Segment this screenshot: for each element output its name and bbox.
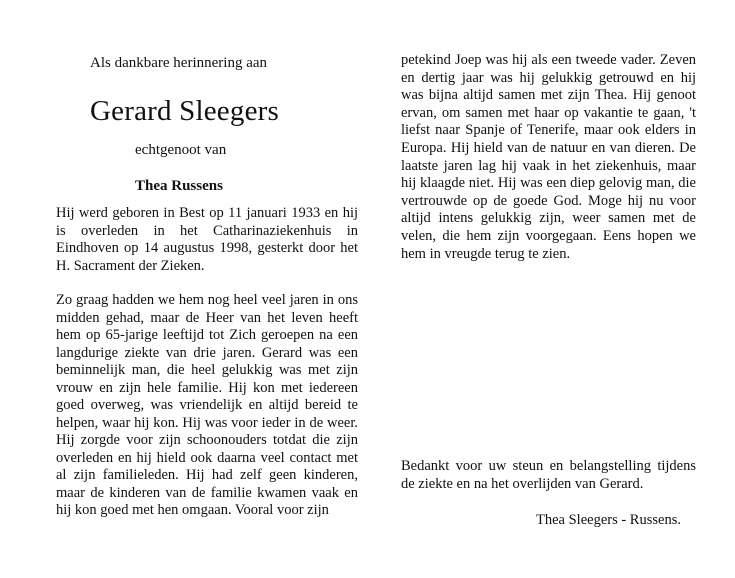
biography-paragraph: Zo graag hadden we hem nog heel veel jaren in ons midden gehad, maar de Heer van het leven heeft hem op 65-jarige leeftijd tot Zich geroepen na een langdurige ziekte van drie jaren. Gerard was een beminnelijk man, die heel gelukkig was met zijn vrouw en zijn hele familie. Hij kon met iedereen goed overweg, was vriendelijk en altijd bereid te helpen, waar hij kon. Hij was voor ieder in de weer. Hij zorgde voor zijn schoonouders totdat die zijn overleden en hij hield ook daarna veel contact met al zijn familieleden. Hij had zelf geen kinderen, maar de kinderen van de familie kwamen vaak en hij kon goed met hen omgaan. Vooral voor zijn xyxy=(56,292,358,518)
deceased-name: Gerard Sleegers xyxy=(90,95,279,127)
biography-continued: petekind Joep was hij als een tweede vader. Zeven en dertig jaar was hij gelukkig getrouwd en hij was bijna altijd samen met zijn Thea. Hij genoot ervan, om samen met haar op vakantie te gaan, 't liefst naar Spanje of Tenerife, maar ook elders in Europa. Hij hield van de natuur en van dieren. De laatste jaren lag hij vaak in het ziekenhuis, maar hij klaagde niet. Hij was een diep gelovig man, die vertrouwde op de goede God. Moge hij nu voor altijd intens gelukkig zijn, weer samen met de velen, die hem zijn voorgegaan. Eens hopen we hem in vreugde terug te zien. xyxy=(401,52,696,262)
spouse-label: echtgenoot van xyxy=(135,142,227,158)
birth-death-paragraph: Hij werd geboren in Best op 11 januari 1933 en hij is overleden in het Catharinaziekenhuis in Eindhoven op 14 augustus 1998, gesterkt door het H. Sacrament der Zieken. xyxy=(56,205,358,274)
intro-text: Als dankbare herinnering aan xyxy=(90,55,268,71)
signature: Thea Sleegers - Russens. xyxy=(536,512,681,528)
thanks-text: Bedankt voor uw steun en belangstelling tijdens de ziekte en na het overlijden van Gerard. xyxy=(401,458,696,492)
spouse-name: Thea Russens xyxy=(135,178,223,194)
